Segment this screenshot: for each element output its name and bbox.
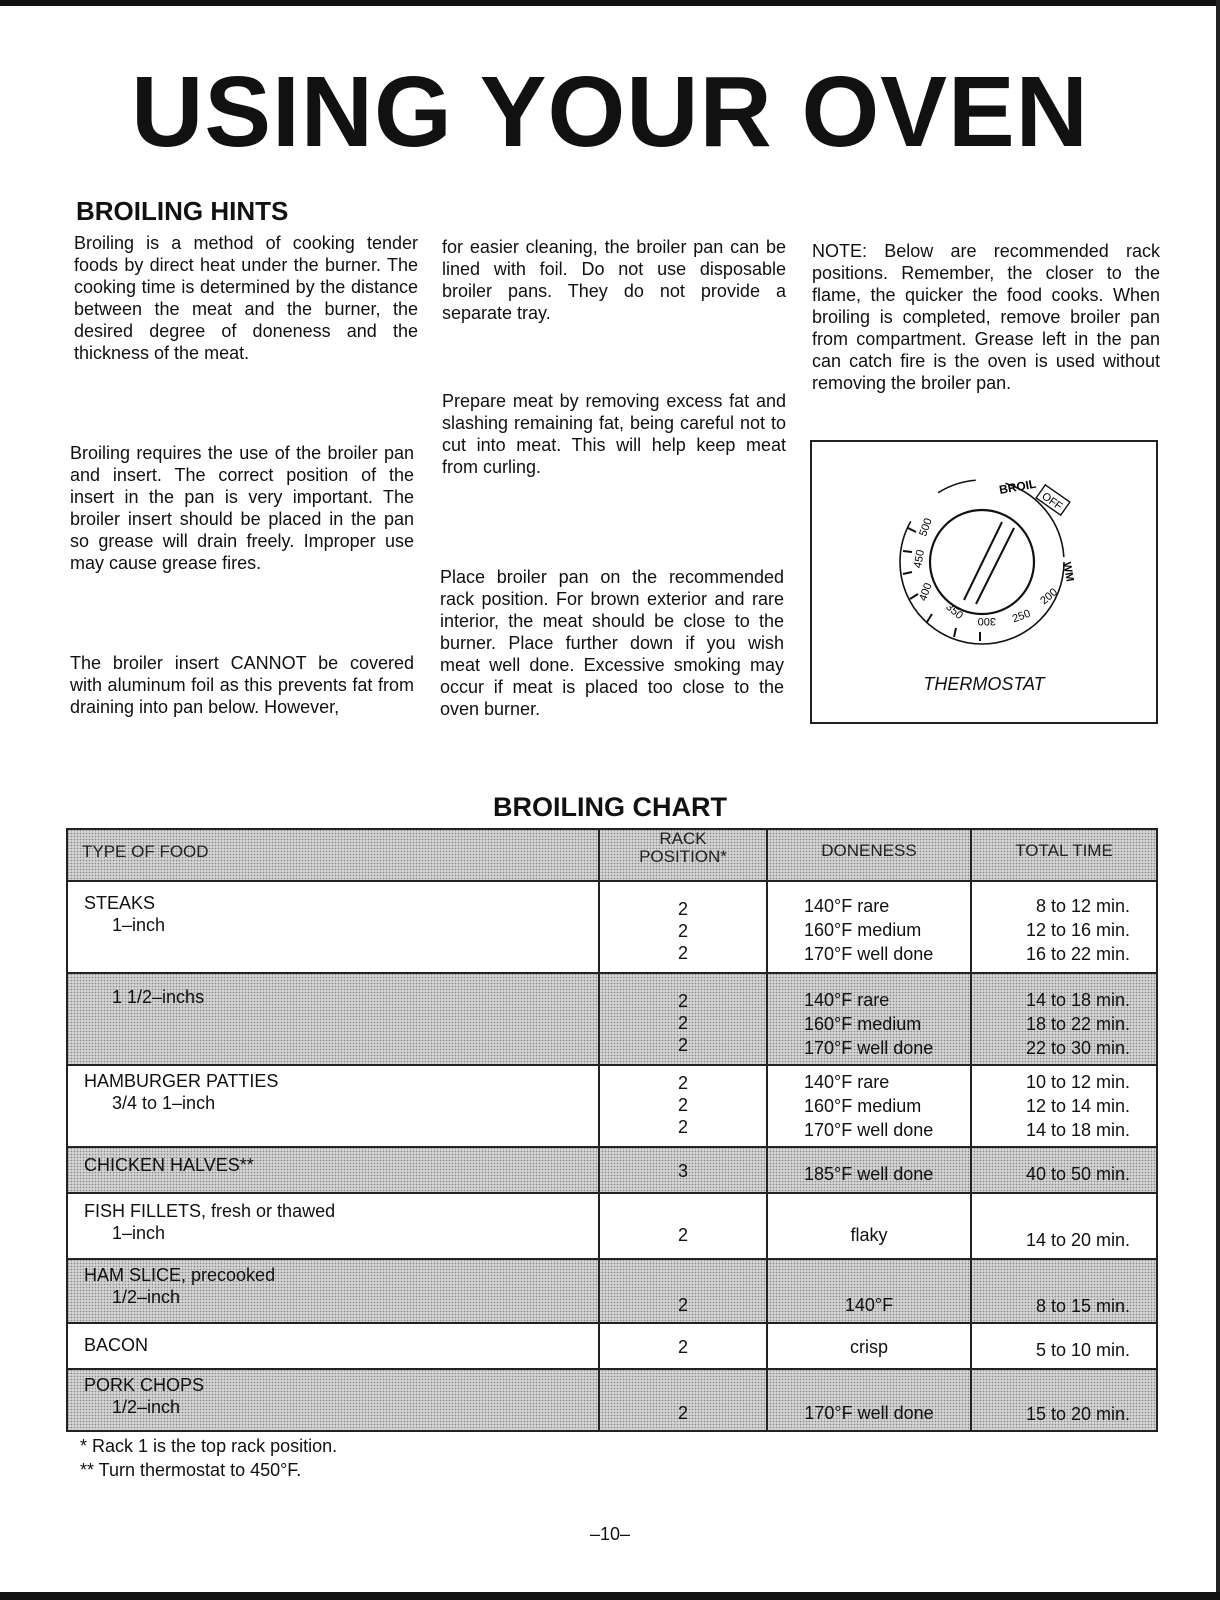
hint-paragraph: Broiling requires the use of the broiler pan and insert. The correct position of the insert in the pan is very important. The broiler insert should be placed in the pan so grease will drain freely. Improper use may cause grease fires. — [70, 443, 414, 573]
time-value: 12 to 14 min. — [1025, 1096, 1130, 1116]
rack-value: 2 — [677, 1117, 688, 1137]
rack-value: 2 — [677, 991, 688, 1011]
table-row — [67, 1323, 1157, 1369]
page-title: USING YOUR OVEN — [131, 56, 1089, 168]
doneness-value: 170°F well done — [804, 1120, 934, 1140]
page-number: –10– — [589, 1524, 631, 1544]
doneness-value: 170°F well done — [804, 1038, 934, 1058]
rack-value: 2 — [677, 1225, 688, 1245]
food-name: PORK CHOPS — [84, 1375, 205, 1395]
rack-value: 2 — [677, 1403, 688, 1423]
doneness-value: 140°F rare — [804, 1072, 890, 1092]
broiling-hints-heading: BROILING HINTS — [76, 196, 289, 226]
header-total-time: TOTAL TIME — [971, 829, 1157, 881]
thermostat-figure — [810, 440, 1158, 724]
food-name: CHICKEN HALVES** — [84, 1155, 254, 1175]
dial-label: 500 — [917, 516, 935, 539]
footnote-thermostat: ** Turn thermostat to 450°F. — [80, 1460, 302, 1480]
doneness-value: 170°F well done — [804, 1403, 934, 1423]
time-value: 8 to 15 min. — [1035, 1296, 1130, 1316]
hint-paragraph: Broiling is a method of cooking tender foods by direct heat under the burner. The cooking time is determined by the distance between the meat and the burner, the desired degree of doneness and the thickness of the meat. — [74, 233, 418, 363]
header-doneness: DONENESS — [767, 829, 971, 881]
header-rack-position: RACK POSITION* — [599, 829, 767, 881]
table-row — [67, 881, 1157, 973]
header-type-of-food: TYPE OF FOOD — [67, 829, 599, 881]
broiling-chart-title: BROILING CHART — [493, 792, 727, 822]
food-size: 1/2–inch — [112, 1397, 181, 1417]
doneness-value: 185°F well done — [804, 1164, 934, 1184]
time-value: 22 to 30 min. — [1025, 1038, 1130, 1058]
time-value: 14 to 18 min. — [1025, 990, 1130, 1010]
food-size: 1–inch — [112, 1223, 166, 1243]
food-size: 1–inch — [112, 915, 166, 935]
food-size: 1 1/2–inchs — [112, 987, 205, 1007]
food-name: FISH FILLETS, fresh or thawed — [84, 1201, 336, 1221]
time-value: 12 to 16 min. — [1025, 920, 1130, 940]
rack-value: 2 — [677, 921, 688, 941]
rack-value: 2 — [677, 943, 688, 963]
rack-value: 3 — [677, 1161, 688, 1181]
note-paragraph: NOTE: Below are recommended rack positions. Remember, the closer to the flame, the quicker the food cooks. When broiling is completed, remove broiler pan from compartment. Grease left in the pan can catch fire is the oven is used without removing the broiler pan. — [812, 241, 1160, 393]
food-name: BACON — [84, 1335, 149, 1355]
doneness-value: 170°F well done — [804, 944, 934, 964]
food-size: 3/4 to 1–inch — [112, 1093, 216, 1113]
top-border — [0, 0, 1220, 6]
dial-label: 200 — [1038, 586, 1060, 608]
rack-value: 2 — [677, 1073, 688, 1093]
table-row — [67, 1193, 1157, 1259]
dial-label: 350 — [943, 601, 966, 623]
rack-value: 2 — [677, 1013, 688, 1033]
time-value: 8 to 12 min. — [1035, 896, 1130, 916]
time-value: 15 to 20 min. — [1025, 1404, 1130, 1424]
thermostat-dial-icon — [872, 462, 1092, 662]
dial-label: WM — [1060, 561, 1076, 583]
time-value: 40 to 50 min. — [1025, 1164, 1130, 1184]
doneness-value: crisp — [849, 1337, 888, 1357]
table-row — [67, 1065, 1157, 1147]
thermostat-caption: THERMOSTAT — [923, 674, 1045, 694]
dial-label: OFF — [1039, 490, 1065, 513]
rack-value: 2 — [677, 1035, 688, 1055]
hint-paragraph: Place broiler pan on the recommended rack position. For brown exterior and rare interior, the meat should be close to the burner. Place further down if you wish meat well done. Excessive smoking may occur if meat is placed too close to the oven burner. — [440, 567, 784, 719]
table-row — [67, 1259, 1157, 1323]
time-value: 18 to 22 min. — [1025, 1014, 1130, 1034]
table-header-row — [67, 829, 1157, 881]
dial-label: 450 — [912, 548, 928, 570]
food-size: 1/2–inch — [112, 1287, 181, 1307]
time-value: 5 to 10 min. — [1035, 1340, 1130, 1360]
hint-paragraph: for easier cleaning, the broiler pan can be lined with foil. Do not use disposable broiler pans. They do not provide a separate tray. — [442, 237, 786, 323]
table-row — [67, 973, 1157, 1065]
table-row — [67, 1147, 1157, 1193]
table-row — [67, 1369, 1157, 1431]
broiling-chart-table — [66, 828, 1158, 1432]
time-value: 14 to 20 min. — [1025, 1230, 1130, 1250]
doneness-value: 160°F medium — [804, 1014, 922, 1034]
dial-label: 300 — [977, 615, 996, 627]
rack-value: 2 — [677, 1095, 688, 1115]
doneness-value: 140°F — [844, 1295, 894, 1315]
doneness-value: 160°F medium — [804, 1096, 922, 1116]
doneness-value: 140°F rare — [804, 896, 890, 916]
time-value: 16 to 22 min. — [1025, 944, 1130, 964]
dial-label: 250 — [1010, 607, 1033, 626]
time-value: 14 to 18 min. — [1025, 1120, 1130, 1140]
dial-label: 400 — [917, 581, 935, 603]
hint-paragraph: Prepare meat by removing excess fat and slashing remaining fat, being careful not to cut into meat. This will help keep meat from curling. — [442, 391, 786, 477]
rack-value: 2 — [677, 1295, 688, 1315]
doneness-value: flaky — [850, 1225, 888, 1245]
hint-paragraph: The broiler insert CANNOT be covered with aluminum foil as this prevents fat from draining into pan below. However, — [70, 653, 414, 717]
food-name: STEAKS — [84, 893, 156, 913]
rack-value: 2 — [677, 1337, 688, 1357]
doneness-value: 140°F rare — [804, 990, 890, 1010]
footnote-rack: * Rack 1 is the top rack position. — [80, 1436, 338, 1456]
doneness-value: 160°F medium — [804, 920, 922, 940]
bottom-border — [0, 1592, 1220, 1600]
food-name: HAMBURGER PATTIES — [84, 1071, 279, 1091]
food-name: HAM SLICE, precooked — [84, 1265, 276, 1285]
dial-label: BROIL — [998, 476, 1038, 497]
rack-value: 2 — [677, 899, 688, 919]
time-value: 10 to 12 min. — [1025, 1072, 1130, 1092]
